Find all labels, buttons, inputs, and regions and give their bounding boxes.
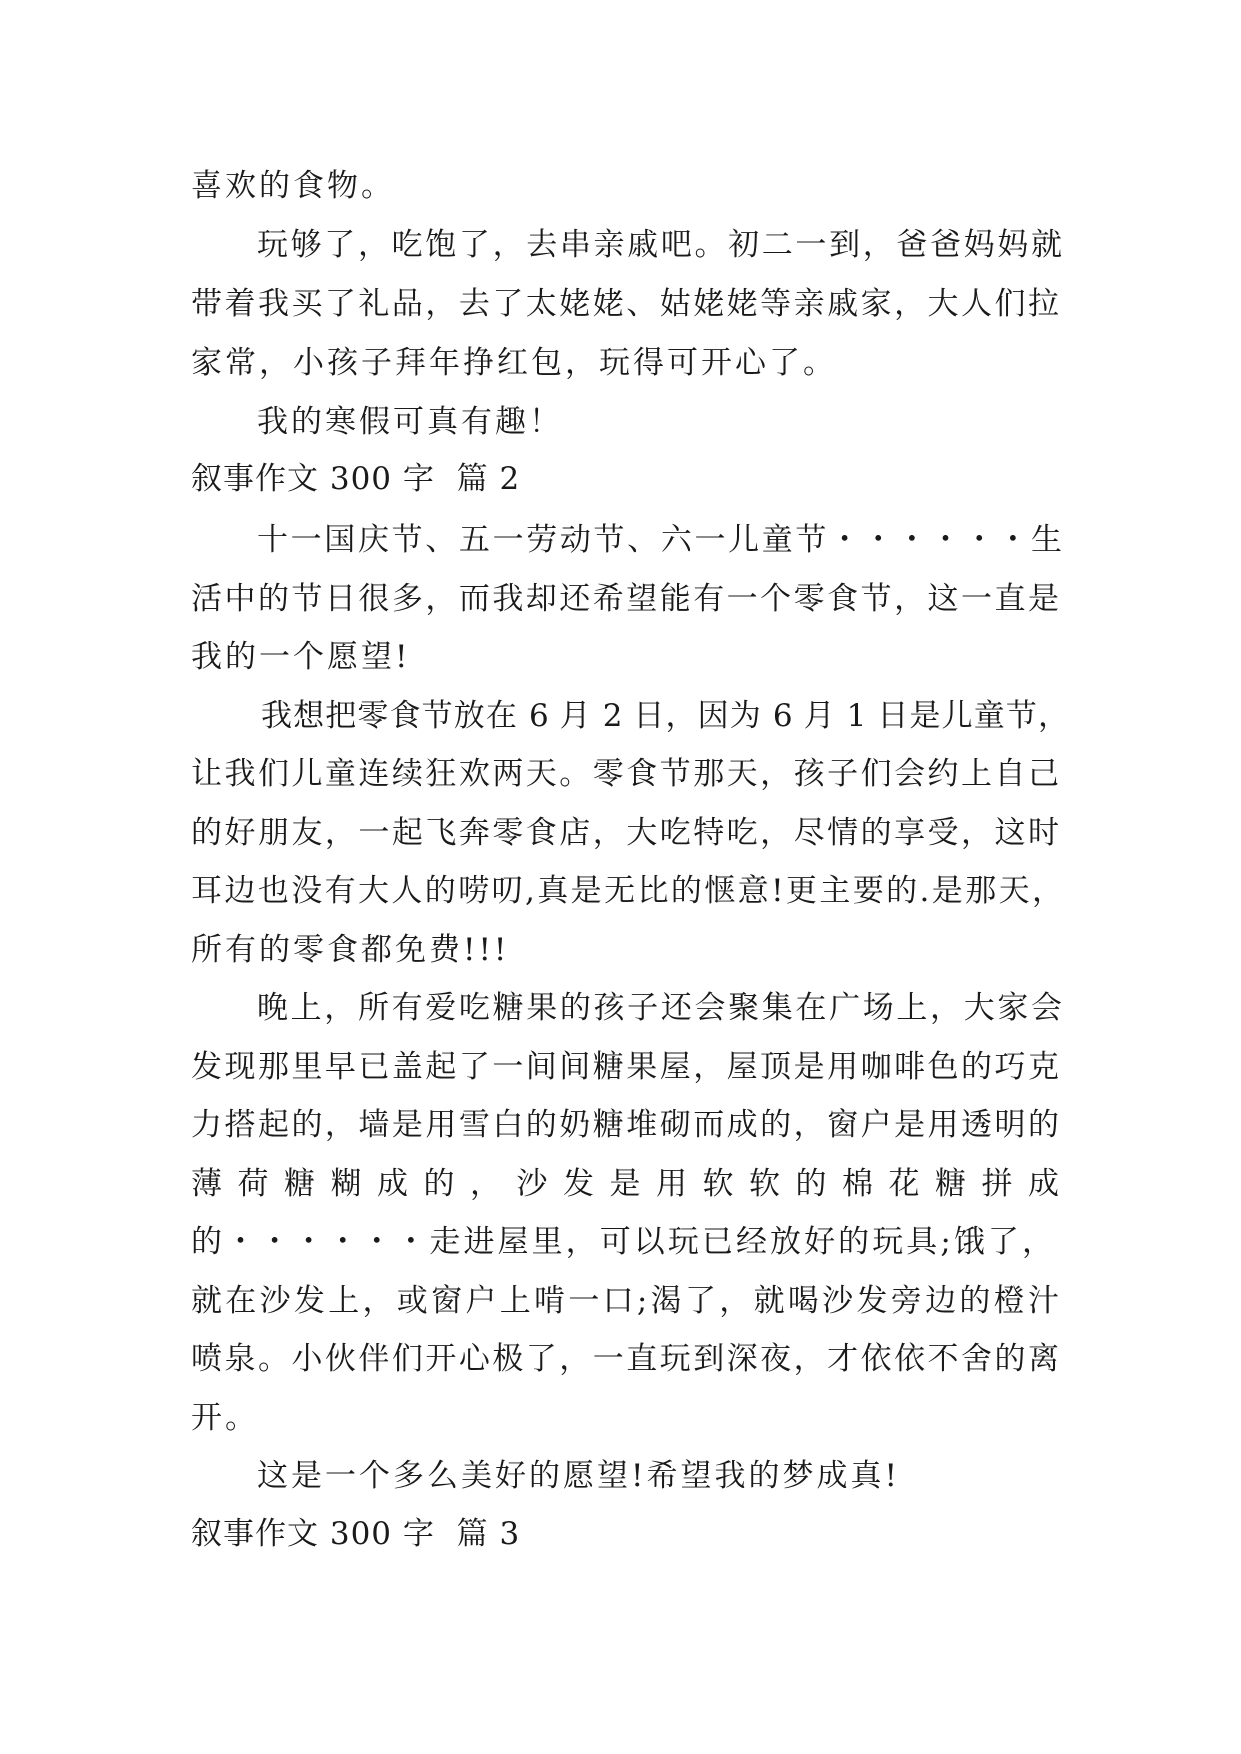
text-line: 让我们儿童连续狂欢两天。零食节那天，孩子们会约上自己 [191, 756, 1059, 792]
paragraph-first-line: 这是一个多么美好的愿望!希望我的梦成真! [257, 1458, 900, 1494]
section-heading: 叙事作文 300 字 篇 2 [191, 461, 521, 497]
paragraph-first-line: 十一国庆节、五一劳动节、六一儿童节・・・・・・生 [257, 522, 1062, 558]
text-line: 我的一个愿望! [191, 639, 411, 675]
text-line: 的好朋友，一起飞奔零食店，大吃特吃，尽情的享受，这时 [191, 815, 1059, 851]
paragraph-first-line: 玩够了，吃饱了，去串亲戚吧。初二一到，爸爸妈妈就 [257, 227, 1062, 263]
text-line: 带着我买了礼品，去了太姥姥、姑姥姥等亲戚家，大人们拉 [191, 286, 1059, 322]
text-line: 开。 [191, 1400, 259, 1436]
text-line: 家常，小孩子拜年挣红包，玩得可开心了。 [191, 345, 837, 381]
paragraph-first-line: 晚上，所有爱吃糖果的孩子还会聚集在广场上，大家会 [257, 990, 1062, 1026]
text-line: 薄 荷 糖 糊 成 的 ， 沙 发 是 用 软 软 的 棉 花 糖 拼 成 [191, 1166, 1059, 1202]
text-line: 活中的节日很多，而我却还希望能有一个零食节，这一直是 [191, 581, 1059, 617]
paragraph-first-line: 我的寒假可真有趣！ [257, 404, 563, 440]
text-line: 喜欢的食物。 [191, 168, 395, 204]
section-heading: 叙事作文 300 字 篇 3 [191, 1516, 521, 1552]
text-line: 喷泉。小伙伴们开心极了，一直玩到深夜，才依依不舍的离 [191, 1341, 1059, 1377]
text-line: 力搭起的，墙是用雪白的奶糖堆砌而成的，窗户是用透明的 [191, 1107, 1059, 1143]
text-line: 发现那里早已盖起了一间间糖果屋，屋顶是用咖啡色的巧克 [191, 1049, 1059, 1085]
text-line: 的・・・・・・走进屋里，可以玩已经放好的玩具;饿了， [191, 1224, 1053, 1260]
paragraph-first-line: 我想把零食节放在 6 月 2 日，因为 6 月 1 日是儿童节， [261, 698, 1069, 734]
text-line: 就在沙发上，或窗户上啃一口;渴了，就喝沙发旁边的橙汁 [191, 1283, 1059, 1319]
text-line: 所有的零食都免费!!! [191, 932, 510, 968]
text-line: 耳边也没有大人的唠叨,真是无比的惬意!更主要的.是那天， [191, 873, 1063, 909]
